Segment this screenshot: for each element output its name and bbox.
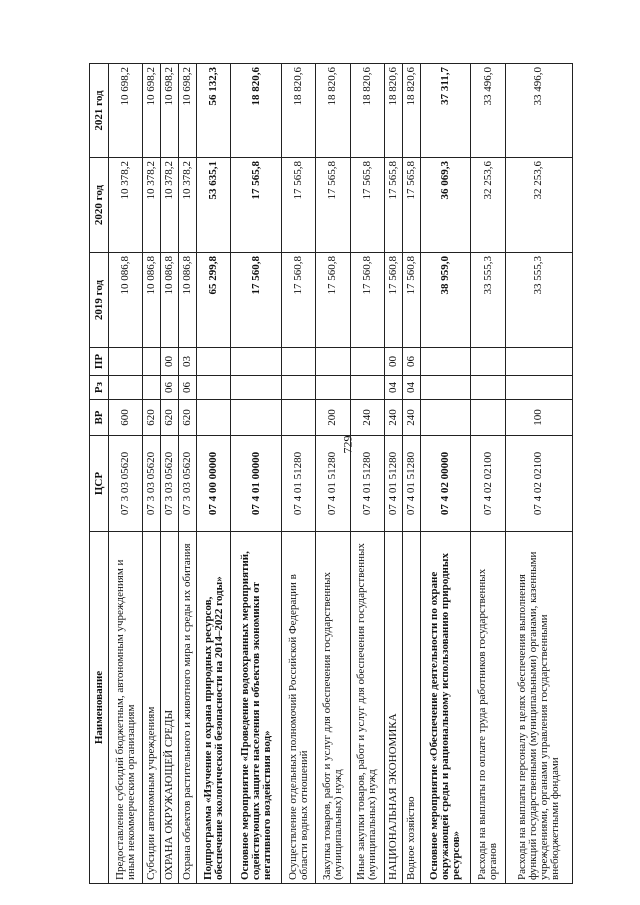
- cell-pr: [420, 348, 471, 376]
- cell-rz: [471, 376, 505, 400]
- cell-2020: 10 378,2: [161, 158, 179, 253]
- cell-vr: 240: [402, 400, 420, 436]
- cell-pr: 00: [161, 348, 179, 376]
- table-row: [179, 64, 197, 884]
- cell-vr: 620: [179, 400, 197, 436]
- cell-2020: 53 635,1: [196, 158, 230, 253]
- budget-table-container: [89, 64, 573, 884]
- cell-csr: 07 3 03 05620: [143, 436, 161, 532]
- cell-pr: [143, 348, 161, 376]
- cell-csr: 07 3 03 05620: [161, 436, 179, 532]
- table-row: [350, 64, 384, 884]
- table-header-row: [90, 64, 109, 884]
- cell-rz: [505, 376, 572, 400]
- cell-2021: 10 698,2: [161, 64, 179, 158]
- cell-vr: 200: [316, 400, 350, 436]
- cell-vr: 600: [109, 400, 143, 436]
- cell-2021: 33 496,0: [471, 64, 505, 158]
- cell-name: НАЦИОНАЛЬНАЯ ЭКОНОМИКА: [384, 532, 402, 884]
- cell-name: Водное хозяйство: [402, 532, 420, 884]
- cell-2019: 33 555,3: [471, 253, 505, 348]
- cell-2020: 17 565,8: [316, 158, 350, 253]
- cell-csr: 07 4 01 51280: [350, 436, 384, 532]
- cell-2021: 18 820,6: [350, 64, 384, 158]
- cell-rz: [282, 376, 316, 400]
- col-header-name: Наименование: [90, 532, 109, 884]
- cell-2021: 33 496,0: [505, 64, 572, 158]
- cell-vr: 620: [161, 400, 179, 436]
- col-header-csr: ЦСР: [90, 436, 109, 532]
- cell-name: Основное мероприятие «Проведение водоохранных мероприятий, содействующих защите населения и объектов экономики от негативного воздействия вод»: [231, 532, 282, 884]
- cell-rz: [143, 376, 161, 400]
- table-row: [505, 64, 572, 884]
- cell-rz: [231, 376, 282, 400]
- cell-2021: 18 820,6: [316, 64, 350, 158]
- cell-name: Иные закупки товаров, работ и услуг для обеспечения государственных (муниципальных) нужд: [350, 532, 384, 884]
- cell-csr: 07 3 03 05620: [109, 436, 143, 532]
- table-row: [231, 64, 282, 884]
- cell-name: Расходы на выплаты по оплате труда работников государственных органов: [471, 532, 505, 884]
- cell-vr: 620: [143, 400, 161, 436]
- cell-csr: 07 4 01 51280: [402, 436, 420, 532]
- cell-2021: 18 820,6: [282, 64, 316, 158]
- cell-2021: 37 311,7: [420, 64, 471, 158]
- cell-pr: [109, 348, 143, 376]
- cell-2020: 17 565,8: [350, 158, 384, 253]
- cell-2020: 10 378,2: [109, 158, 143, 253]
- cell-pr: [282, 348, 316, 376]
- cell-2019: 38 959,0: [420, 253, 471, 348]
- col-header-2021: 2021 год: [90, 64, 109, 158]
- cell-csr: 07 4 01 51280: [316, 436, 350, 532]
- cell-vr: [196, 400, 230, 436]
- cell-vr: 100: [505, 400, 572, 436]
- cell-pr: [316, 348, 350, 376]
- cell-2021: 18 820,6: [231, 64, 282, 158]
- cell-2019: 10 086,8: [179, 253, 197, 348]
- cell-2020: 32 253,6: [505, 158, 572, 253]
- col-header-pr: ПР: [90, 348, 109, 376]
- cell-csr: 07 4 02 02100: [505, 436, 572, 532]
- cell-2020: 17 565,8: [231, 158, 282, 253]
- cell-2021: 56 132,3: [196, 64, 230, 158]
- cell-2019: 10 086,8: [161, 253, 179, 348]
- cell-vr: 240: [384, 400, 402, 436]
- cell-2020: 17 565,8: [402, 158, 420, 253]
- table-row: [143, 64, 161, 884]
- cell-2019: 10 086,8: [109, 253, 143, 348]
- col-header-2020: 2020 год: [90, 158, 109, 253]
- cell-2021: 18 820,6: [384, 64, 402, 158]
- cell-pr: 00: [384, 348, 402, 376]
- cell-rz: [196, 376, 230, 400]
- cell-2019: 17 560,8: [350, 253, 384, 348]
- cell-vr: [282, 400, 316, 436]
- cell-2020: 36 069,3: [420, 158, 471, 253]
- cell-vr: [420, 400, 471, 436]
- page-number-text: 729: [340, 435, 355, 453]
- cell-2020: 17 565,8: [282, 158, 316, 253]
- cell-csr: 07 4 02 00000: [420, 436, 471, 532]
- cell-rz: [420, 376, 471, 400]
- cell-name: Основное мероприятие «Обеспечение деятельности по охране окружающей среды и рациональному использованию природных ресурсов»: [420, 532, 471, 884]
- cell-2019: 17 560,8: [384, 253, 402, 348]
- cell-csr: 07 4 01 51280: [282, 436, 316, 532]
- table-row: [196, 64, 230, 884]
- table-row: [161, 64, 179, 884]
- cell-csr: 07 4 01 00000: [231, 436, 282, 532]
- cell-2021: 10 698,2: [143, 64, 161, 158]
- cell-2019: 10 086,8: [143, 253, 161, 348]
- cell-vr: [231, 400, 282, 436]
- cell-name: Осуществление отдельных полномочий Российской Федерации в области водных отношений: [282, 532, 316, 884]
- cell-pr: [231, 348, 282, 376]
- cell-csr: 07 3 03 05620: [179, 436, 197, 532]
- cell-2020: 17 565,8: [384, 158, 402, 253]
- table-row: [420, 64, 471, 884]
- cell-name: Предоставление субсидий бюджетным, автономным учреждениям и иным некоммерческим организациям: [109, 532, 143, 884]
- table-row: [402, 64, 420, 884]
- cell-2019: 17 560,8: [231, 253, 282, 348]
- cell-csr: 07 4 01 51280: [384, 436, 402, 532]
- table-row: [109, 64, 143, 884]
- cell-csr: 07 4 02 02100: [471, 436, 505, 532]
- cell-rz: 06: [179, 376, 197, 400]
- cell-rz: 04: [402, 376, 420, 400]
- cell-2019: 33 555,3: [505, 253, 572, 348]
- budget-table: [89, 63, 573, 884]
- table-row: [316, 64, 350, 884]
- cell-name: Охрана объектов растительного и животного мира и среды их обитания: [179, 532, 197, 884]
- cell-vr: [471, 400, 505, 436]
- cell-csr: 07 4 00 00000: [196, 436, 230, 532]
- cell-name: Расходы на выплаты персоналу в целях обеспечения выполнения функций государственными (муниципальными) органами, казенными учреждениями, органами управления государственными внебюджетными фондами: [505, 532, 572, 884]
- cell-2020: 32 253,6: [471, 158, 505, 253]
- cell-name: ОХРАНА ОКРУЖАЮЩЕЙ СРЕДЫ: [161, 532, 179, 884]
- cell-2021: 10 698,2: [109, 64, 143, 158]
- cell-name: Субсидии автономным учреждениям: [143, 532, 161, 884]
- cell-rz: 04: [384, 376, 402, 400]
- cell-2020: 10 378,2: [179, 158, 197, 253]
- cell-pr: [505, 348, 572, 376]
- cell-pr: [196, 348, 230, 376]
- cell-2019: 17 560,8: [316, 253, 350, 348]
- table-row: [282, 64, 316, 884]
- cell-rz: 06: [161, 376, 179, 400]
- col-header-2019: 2019 год: [90, 253, 109, 348]
- cell-2020: 10 378,2: [143, 158, 161, 253]
- cell-pr: 03: [179, 348, 197, 376]
- cell-rz: [316, 376, 350, 400]
- cell-rz: [109, 376, 143, 400]
- cell-2019: 17 560,8: [402, 253, 420, 348]
- cell-vr: 240: [350, 400, 384, 436]
- cell-pr: [350, 348, 384, 376]
- cell-pr: 06: [402, 348, 420, 376]
- cell-2019: 65 299,8: [196, 253, 230, 348]
- col-header-vr: ВР: [90, 400, 109, 436]
- table-row: [471, 64, 505, 884]
- cell-2021: 18 820,6: [402, 64, 420, 158]
- col-header-rz: Рз: [90, 376, 109, 400]
- cell-2021: 10 698,2: [179, 64, 197, 158]
- cell-name: Подпрограмма «Изучение и охрана природных ресурсов, обеспечение экологической безопасности на 2014–2022 годы»: [196, 532, 230, 884]
- cell-2019: 17 560,8: [282, 253, 316, 348]
- cell-name: Закупка товаров, работ и услуг для обеспечения государственных (муниципальных) нужд: [316, 532, 350, 884]
- cell-pr: [471, 348, 505, 376]
- cell-rz: [350, 376, 384, 400]
- table-row: [384, 64, 402, 884]
